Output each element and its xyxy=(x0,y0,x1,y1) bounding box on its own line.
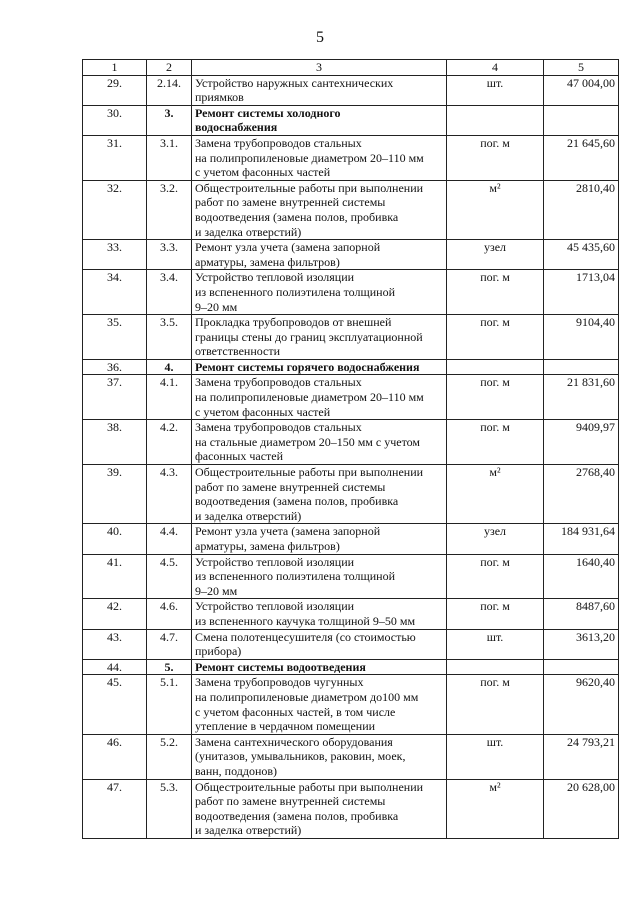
work-description: Устройство тепловой изоляции из вспененного полиэтилена толщиной 9–20 мм xyxy=(192,270,447,315)
row-number: 37. xyxy=(83,375,147,420)
row-number: 36. xyxy=(83,359,147,375)
page-number: 5 xyxy=(316,29,324,46)
item-code: 2.14. xyxy=(147,75,192,105)
row-number: 47. xyxy=(83,779,147,838)
unit-of-measure: м² xyxy=(447,180,544,239)
unit-of-measure: м² xyxy=(447,779,544,838)
cost-value: 21 831,60 xyxy=(544,375,619,420)
work-description: Ремонт системы холодного водоснабжения xyxy=(192,105,447,135)
unit-of-measure: пог. м xyxy=(447,375,544,420)
item-code: 5.2. xyxy=(147,734,192,779)
table-row xyxy=(83,270,619,315)
work-description: Ремонт системы водоотведения xyxy=(192,659,447,675)
item-code: 4. xyxy=(147,359,192,375)
cost-value xyxy=(544,105,619,135)
row-number: 32. xyxy=(83,180,147,239)
header-row xyxy=(83,60,619,76)
item-code: 5.1. xyxy=(147,675,192,734)
table-row xyxy=(83,135,619,180)
column-header-3: 3 xyxy=(192,60,447,76)
table-row xyxy=(83,554,619,599)
table-header xyxy=(83,60,619,76)
unit-of-measure: пог. м xyxy=(447,315,544,360)
item-code: 5. xyxy=(147,659,192,675)
item-code: 3.5. xyxy=(147,315,192,360)
work-description: Устройство наружных сантехнических приямков xyxy=(192,75,447,105)
item-code: 4.4. xyxy=(147,524,192,554)
item-code: 3. xyxy=(147,105,192,135)
row-number: 29. xyxy=(83,75,147,105)
cost-value: 1640,40 xyxy=(544,554,619,599)
work-description: Прокладка трубопроводов от внешней границы стены до границ эксплуатационной ответственности xyxy=(192,315,447,360)
item-code: 5.3. xyxy=(147,779,192,838)
item-code: 4.3. xyxy=(147,465,192,524)
table-row xyxy=(83,180,619,239)
column-header-1: 1 xyxy=(83,60,147,76)
item-code: 4.5. xyxy=(147,554,192,599)
unit-of-measure: пог. м xyxy=(447,420,544,465)
table-row xyxy=(83,629,619,659)
work-description: Устройство тепловой изоляции из вспененного каучука толщиной 9–50 мм xyxy=(192,599,447,629)
cost-value: 9104,40 xyxy=(544,315,619,360)
work-description: Общестроительные работы при выполнении работ по замене внутренней системы водоотведения (замена полов, пробивка и заделка отверстий) xyxy=(192,465,447,524)
section-row xyxy=(83,659,619,675)
cost-value: 45 435,60 xyxy=(544,240,619,270)
row-number: 45. xyxy=(83,675,147,734)
work-description: Замена сантехнического оборудования (унитазов, умывальников, раковин, моек, ванн, поддонов) xyxy=(192,734,447,779)
row-number: 39. xyxy=(83,465,147,524)
work-description: Замена трубопроводов стальных на полипропиленовые диаметром 20–110 мм с учетом фасонных частей xyxy=(192,135,447,180)
cost-value xyxy=(544,659,619,675)
cost-value: 9409,97 xyxy=(544,420,619,465)
item-code: 3.3. xyxy=(147,240,192,270)
cost-value: 47 004,00 xyxy=(544,75,619,105)
cost-value: 20 628,00 xyxy=(544,779,619,838)
unit-of-measure xyxy=(447,105,544,135)
cost-value: 8487,60 xyxy=(544,599,619,629)
cost-value: 2810,40 xyxy=(544,180,619,239)
cost-value: 1713,04 xyxy=(544,270,619,315)
row-number: 38. xyxy=(83,420,147,465)
table-body xyxy=(83,75,619,838)
item-code: 4.7. xyxy=(147,629,192,659)
unit-of-measure: пог. м xyxy=(447,599,544,629)
column-header-4: 4 xyxy=(447,60,544,76)
work-description: Замена трубопроводов чугунных на полипропиленовые диаметром до100 мм с учетом фасонных частей, в том числе утепление в чердачном помещении xyxy=(192,675,447,734)
work-description: Общестроительные работы при выполнении работ по замене внутренней системы водоотведения (замена полов, пробивка и заделка отверстий) xyxy=(192,180,447,239)
cost-value: 21 645,60 xyxy=(544,135,619,180)
unit-of-measure: шт. xyxy=(447,629,544,659)
cost-value: 184 931,64 xyxy=(544,524,619,554)
table-row xyxy=(83,375,619,420)
unit-of-measure: пог. м xyxy=(447,135,544,180)
unit-of-measure: пог. м xyxy=(447,554,544,599)
work-description: Устройство тепловой изоляции из вспененного полиэтилена толщиной 9–20 мм xyxy=(192,554,447,599)
table-row xyxy=(83,599,619,629)
work-description: Общестроительные работы при выполнении работ по замене внутренней системы водоотведения (замена полов, пробивка и заделка отверстий) xyxy=(192,779,447,838)
work-description: Замена трубопроводов стальных на стальные диаметром 20–150 мм с учетом фасонных частей xyxy=(192,420,447,465)
unit-of-measure xyxy=(447,359,544,375)
cost-value: 3613,20 xyxy=(544,629,619,659)
row-number: 41. xyxy=(83,554,147,599)
item-code: 4.6. xyxy=(147,599,192,629)
cost-value xyxy=(544,359,619,375)
table-row xyxy=(83,675,619,734)
item-code: 3.2. xyxy=(147,180,192,239)
item-code: 4.1. xyxy=(147,375,192,420)
unit-of-measure: пог. м xyxy=(447,675,544,734)
cost-value: 9620,40 xyxy=(544,675,619,734)
work-description: Замена трубопроводов стальных на полипропиленовые диаметром 20–110 мм с учетом фасонных частей xyxy=(192,375,447,420)
works-table xyxy=(82,59,619,839)
table-row xyxy=(83,240,619,270)
row-number: 44. xyxy=(83,659,147,675)
unit-of-measure: узел xyxy=(447,240,544,270)
cost-value: 24 793,21 xyxy=(544,734,619,779)
table-row xyxy=(83,420,619,465)
item-code: 4.2. xyxy=(147,420,192,465)
table-row xyxy=(83,524,619,554)
row-number: 40. xyxy=(83,524,147,554)
section-row xyxy=(83,105,619,135)
table-row xyxy=(83,315,619,360)
work-description: Ремонт узла учета (замена запорной арматуры, замена фильтров) xyxy=(192,524,447,554)
unit-of-measure: шт. xyxy=(447,734,544,779)
row-number: 30. xyxy=(83,105,147,135)
row-number: 34. xyxy=(83,270,147,315)
work-description: Смена полотенцесушителя (со стоимостью прибора) xyxy=(192,629,447,659)
unit-of-measure: шт. xyxy=(447,75,544,105)
column-header-5: 5 xyxy=(544,60,619,76)
column-header-2: 2 xyxy=(147,60,192,76)
row-number: 46. xyxy=(83,734,147,779)
row-number: 35. xyxy=(83,315,147,360)
section-row xyxy=(83,359,619,375)
table-row xyxy=(83,779,619,838)
unit-of-measure: пог. м xyxy=(447,270,544,315)
unit-of-measure xyxy=(447,659,544,675)
row-number: 42. xyxy=(83,599,147,629)
table-row xyxy=(83,465,619,524)
work-description: Ремонт узла учета (замена запорной арматуры, замена фильтров) xyxy=(192,240,447,270)
table-row xyxy=(83,734,619,779)
work-description: Ремонт системы горячего водоснабжения xyxy=(192,359,447,375)
item-code: 3.4. xyxy=(147,270,192,315)
row-number: 33. xyxy=(83,240,147,270)
item-code: 3.1. xyxy=(147,135,192,180)
row-number: 31. xyxy=(83,135,147,180)
table-row xyxy=(83,75,619,105)
row-number: 43. xyxy=(83,629,147,659)
unit-of-measure: м² xyxy=(447,465,544,524)
cost-value: 2768,40 xyxy=(544,465,619,524)
unit-of-measure: узел xyxy=(447,524,544,554)
